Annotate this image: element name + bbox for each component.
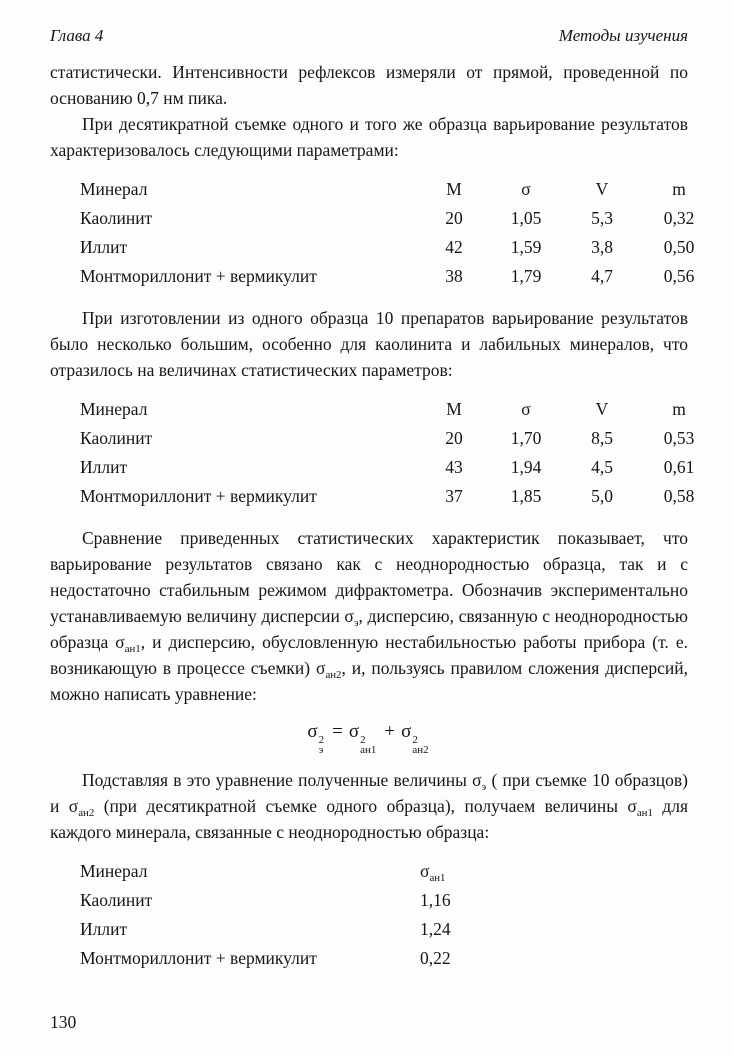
equals-sign: =: [332, 721, 343, 742]
cell-mineral: Каолинит: [80, 890, 153, 910]
cell-value: 0,61: [663, 457, 695, 477]
cell-value: 1,24: [420, 919, 451, 939]
cell-mineral: Монтмориллонит + вермикулит: [80, 948, 317, 968]
equation-term-2: [348, 721, 379, 756]
cell-value: 20: [445, 428, 463, 448]
column-header-m2: m: [672, 399, 686, 419]
cell-value: 0,22: [420, 948, 451, 968]
sup-sub-stack: [412, 735, 428, 755]
table-row: [80, 944, 688, 973]
paragraph-preparation: [50, 305, 688, 383]
exponent: 2: [318, 734, 325, 746]
cell-value: 42: [445, 237, 463, 257]
cell-value: 37: [445, 486, 463, 506]
table-row: [80, 424, 695, 453]
cell-value: 5,3: [591, 208, 613, 228]
cell-value: 0,56: [663, 266, 695, 286]
table-statistics-2: [80, 395, 695, 511]
paragraph-text: Сравнение приведенных статистических характеристик показывает, что варьирование результатов связано как с неоднородностью образца, так и с недостаточно стабильным режимом дифрактометра. Обозначив экспериментально устанавливаемую величину дисперсии σ: [50, 528, 688, 626]
paragraph-intro: [50, 59, 688, 111]
paragraph-text: (при десятикратной съемке одного образца), получаем величины σ: [94, 796, 637, 816]
sigma-subscript: ан1: [429, 871, 446, 884]
table-header-row: [80, 175, 688, 204]
column-header-m: М: [446, 399, 462, 419]
column-header-sigma: σ: [521, 399, 531, 419]
paragraph-text: При изготовлении из одного образца 10 препаратов варьирование результатов было несколько большим, особенно для каолинита и лабильных минералов, что отразилось на величинах статистических параметров:: [50, 308, 688, 380]
cell-value: 1,70: [510, 428, 542, 448]
sup-sub-stack: [360, 735, 376, 755]
table-row: [80, 915, 688, 944]
paragraph-tenfold: [50, 111, 688, 163]
cell-value: 1,94: [510, 457, 542, 477]
table-statistics-1: [80, 175, 695, 291]
table-header-row: [80, 395, 688, 424]
cell-value: 4,7: [591, 266, 613, 286]
exponent: 2: [360, 734, 366, 746]
cell-value: 8,5: [591, 428, 613, 448]
cell-value: 20: [445, 208, 463, 228]
cell-mineral: Каолинит: [80, 208, 153, 228]
paragraph-text: статистически. Интенсивности рефлексов измеряли от прямой, проведенной по основанию 0,7 нм пика.: [50, 62, 688, 108]
cell-value: 1,59: [510, 237, 542, 257]
sigma-symbol: σ: [401, 721, 412, 742]
paragraph-text: Подставляя в это уравнение полученные величины σ: [82, 770, 482, 790]
cell-mineral: Иллит: [80, 457, 128, 477]
sigma-symbol: σ: [420, 861, 430, 881]
cell-mineral: Каолинит: [80, 428, 153, 448]
cell-value: 1,16: [420, 890, 451, 910]
page-number: 130: [50, 1012, 77, 1032]
column-header-m: М: [446, 179, 462, 199]
exponent: 2: [412, 734, 418, 746]
column-header-m2: m: [672, 179, 686, 199]
table-row: [80, 482, 695, 511]
paragraph-substitution: [50, 767, 688, 845]
paragraph-text: ( при съемке 10 образцов) и σ: [50, 770, 689, 816]
cell-value: 43: [445, 457, 463, 477]
paragraph-text: , и, пользуясь правилом сложения дисперсий, можно написать уравнение:: [50, 658, 688, 704]
paragraph-text: , дисперсию, связанную с неоднородностью образца σ: [50, 606, 688, 652]
cell-mineral: Иллит: [80, 919, 128, 939]
paragraph-text: , и дисперсию, обусловленную нестабильностью работы прибора (т. е. возникающую в процессе съемки) σ: [50, 632, 688, 678]
column-header-mineral: Минерал: [80, 399, 148, 419]
table-row: [80, 262, 695, 291]
cell-value: 1,05: [510, 208, 542, 228]
subscript: ан2: [412, 744, 429, 756]
table-row: [80, 233, 695, 262]
table-row: [80, 453, 695, 482]
equation-term-1: [307, 721, 326, 756]
cell-mineral: Монтмориллонит + вермикулит: [80, 486, 317, 506]
subscript: ан1: [360, 744, 377, 756]
sigma-symbol: σ: [307, 721, 318, 742]
column-header-v: V: [595, 399, 609, 419]
sup-sub-stack: [319, 735, 325, 755]
table-header-row: [80, 857, 688, 886]
plus-sign: +: [384, 721, 396, 742]
equation-term-3: [401, 721, 431, 756]
cell-value: 1,79: [510, 266, 542, 286]
sigma-subscript: э: [481, 780, 487, 793]
column-header-sigma: σ: [521, 179, 531, 199]
cell-value: 3,8: [591, 237, 613, 257]
sigma-subscript: ан2: [78, 806, 95, 819]
cell-value: 5,0: [591, 486, 613, 506]
running-head: [50, 26, 688, 46]
paragraph-text: для каждого минерала, связанные с неоднородностью образца:: [50, 796, 688, 842]
table-row: [80, 886, 688, 915]
cell-value: 4,5: [591, 457, 613, 477]
subscript: э: [318, 744, 324, 756]
cell-value: 0,58: [663, 486, 695, 506]
sigma-subscript: э: [353, 616, 359, 629]
column-header-mineral: Минерал: [80, 861, 148, 881]
chapter-label: Глава 4: [50, 26, 104, 45]
column-header-mineral: Минерал: [80, 179, 148, 199]
table-sigma-an1: [80, 857, 688, 973]
paragraph-text: При десятикратной съемке одного и того же образца варьирование результатов характеризовалось следующими параметрами:: [50, 114, 688, 160]
table-row: [80, 204, 695, 233]
sigma-subscript: ан2: [325, 668, 342, 681]
cell-value: 0,53: [663, 428, 695, 448]
cell-value: 0,32: [663, 208, 695, 228]
sigma-symbol: σ: [348, 721, 360, 742]
variance-equation: [50, 715, 688, 755]
cell-value: 0,50: [663, 237, 695, 257]
column-header-v: V: [595, 179, 609, 199]
cell-mineral: Иллит: [80, 237, 128, 257]
section-label: Методы изучения: [558, 26, 688, 45]
cell-mineral: Монтмориллонит + вермикулит: [80, 266, 317, 286]
cell-value: 38: [445, 266, 463, 286]
paragraph-comparison: [50, 525, 688, 707]
sigma-subscript: ан1: [124, 642, 141, 655]
column-header-sigma-an1: [420, 857, 540, 886]
cell-value: 1,85: [510, 486, 542, 506]
sigma-subscript: ан1: [636, 806, 653, 819]
